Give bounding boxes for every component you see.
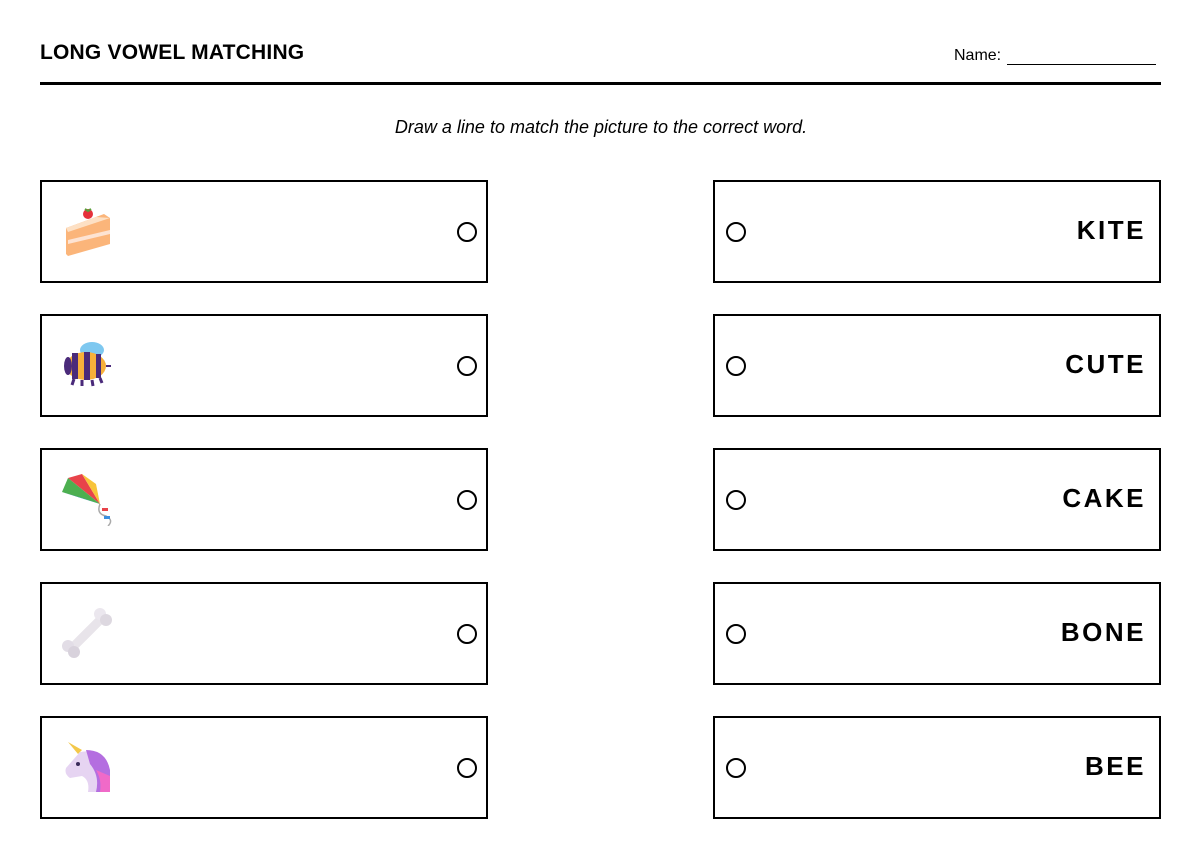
word-box [713, 314, 1161, 417]
picture-box-kite [40, 448, 488, 551]
match-dot[interactable] [726, 356, 746, 376]
bone-icon [60, 606, 114, 660]
picture-box-bone [40, 582, 488, 685]
name-field[interactable] [954, 47, 1156, 65]
picture-box-bee [40, 314, 488, 417]
word-label: CUTE [1065, 349, 1146, 379]
word-label: BONE [1060, 617, 1146, 647]
word-box [713, 716, 1161, 819]
match-dot[interactable] [457, 222, 477, 242]
word-box [713, 180, 1161, 283]
unicorn-icon [60, 740, 114, 794]
word-label: CAKE [1062, 483, 1146, 513]
match-dot[interactable] [457, 624, 477, 644]
match-dot[interactable] [726, 222, 746, 242]
match-dot[interactable] [457, 490, 477, 510]
match-dot[interactable] [457, 356, 477, 376]
word-box [713, 582, 1161, 685]
instructions: Draw a line to match the picture to the correct word. [394, 117, 808, 137]
match-dot[interactable] [726, 490, 746, 510]
name-line[interactable] [1007, 50, 1156, 65]
word-label: BEE [1085, 751, 1146, 781]
name-label: Name: [954, 47, 1002, 64]
match-dot[interactable] [457, 758, 477, 778]
kite-icon [60, 472, 114, 526]
header-divider [40, 82, 1161, 85]
match-dot[interactable] [726, 758, 746, 778]
word-box [713, 448, 1161, 551]
picture-box-unicorn [40, 716, 488, 819]
picture-box-cake [40, 180, 488, 283]
cake-icon [60, 204, 114, 258]
worksheet-title: LONG VOWEL MATCHING [40, 41, 305, 64]
bee-icon [60, 338, 114, 392]
word-label: KITE [1076, 215, 1146, 245]
match-dot[interactable] [726, 624, 746, 644]
